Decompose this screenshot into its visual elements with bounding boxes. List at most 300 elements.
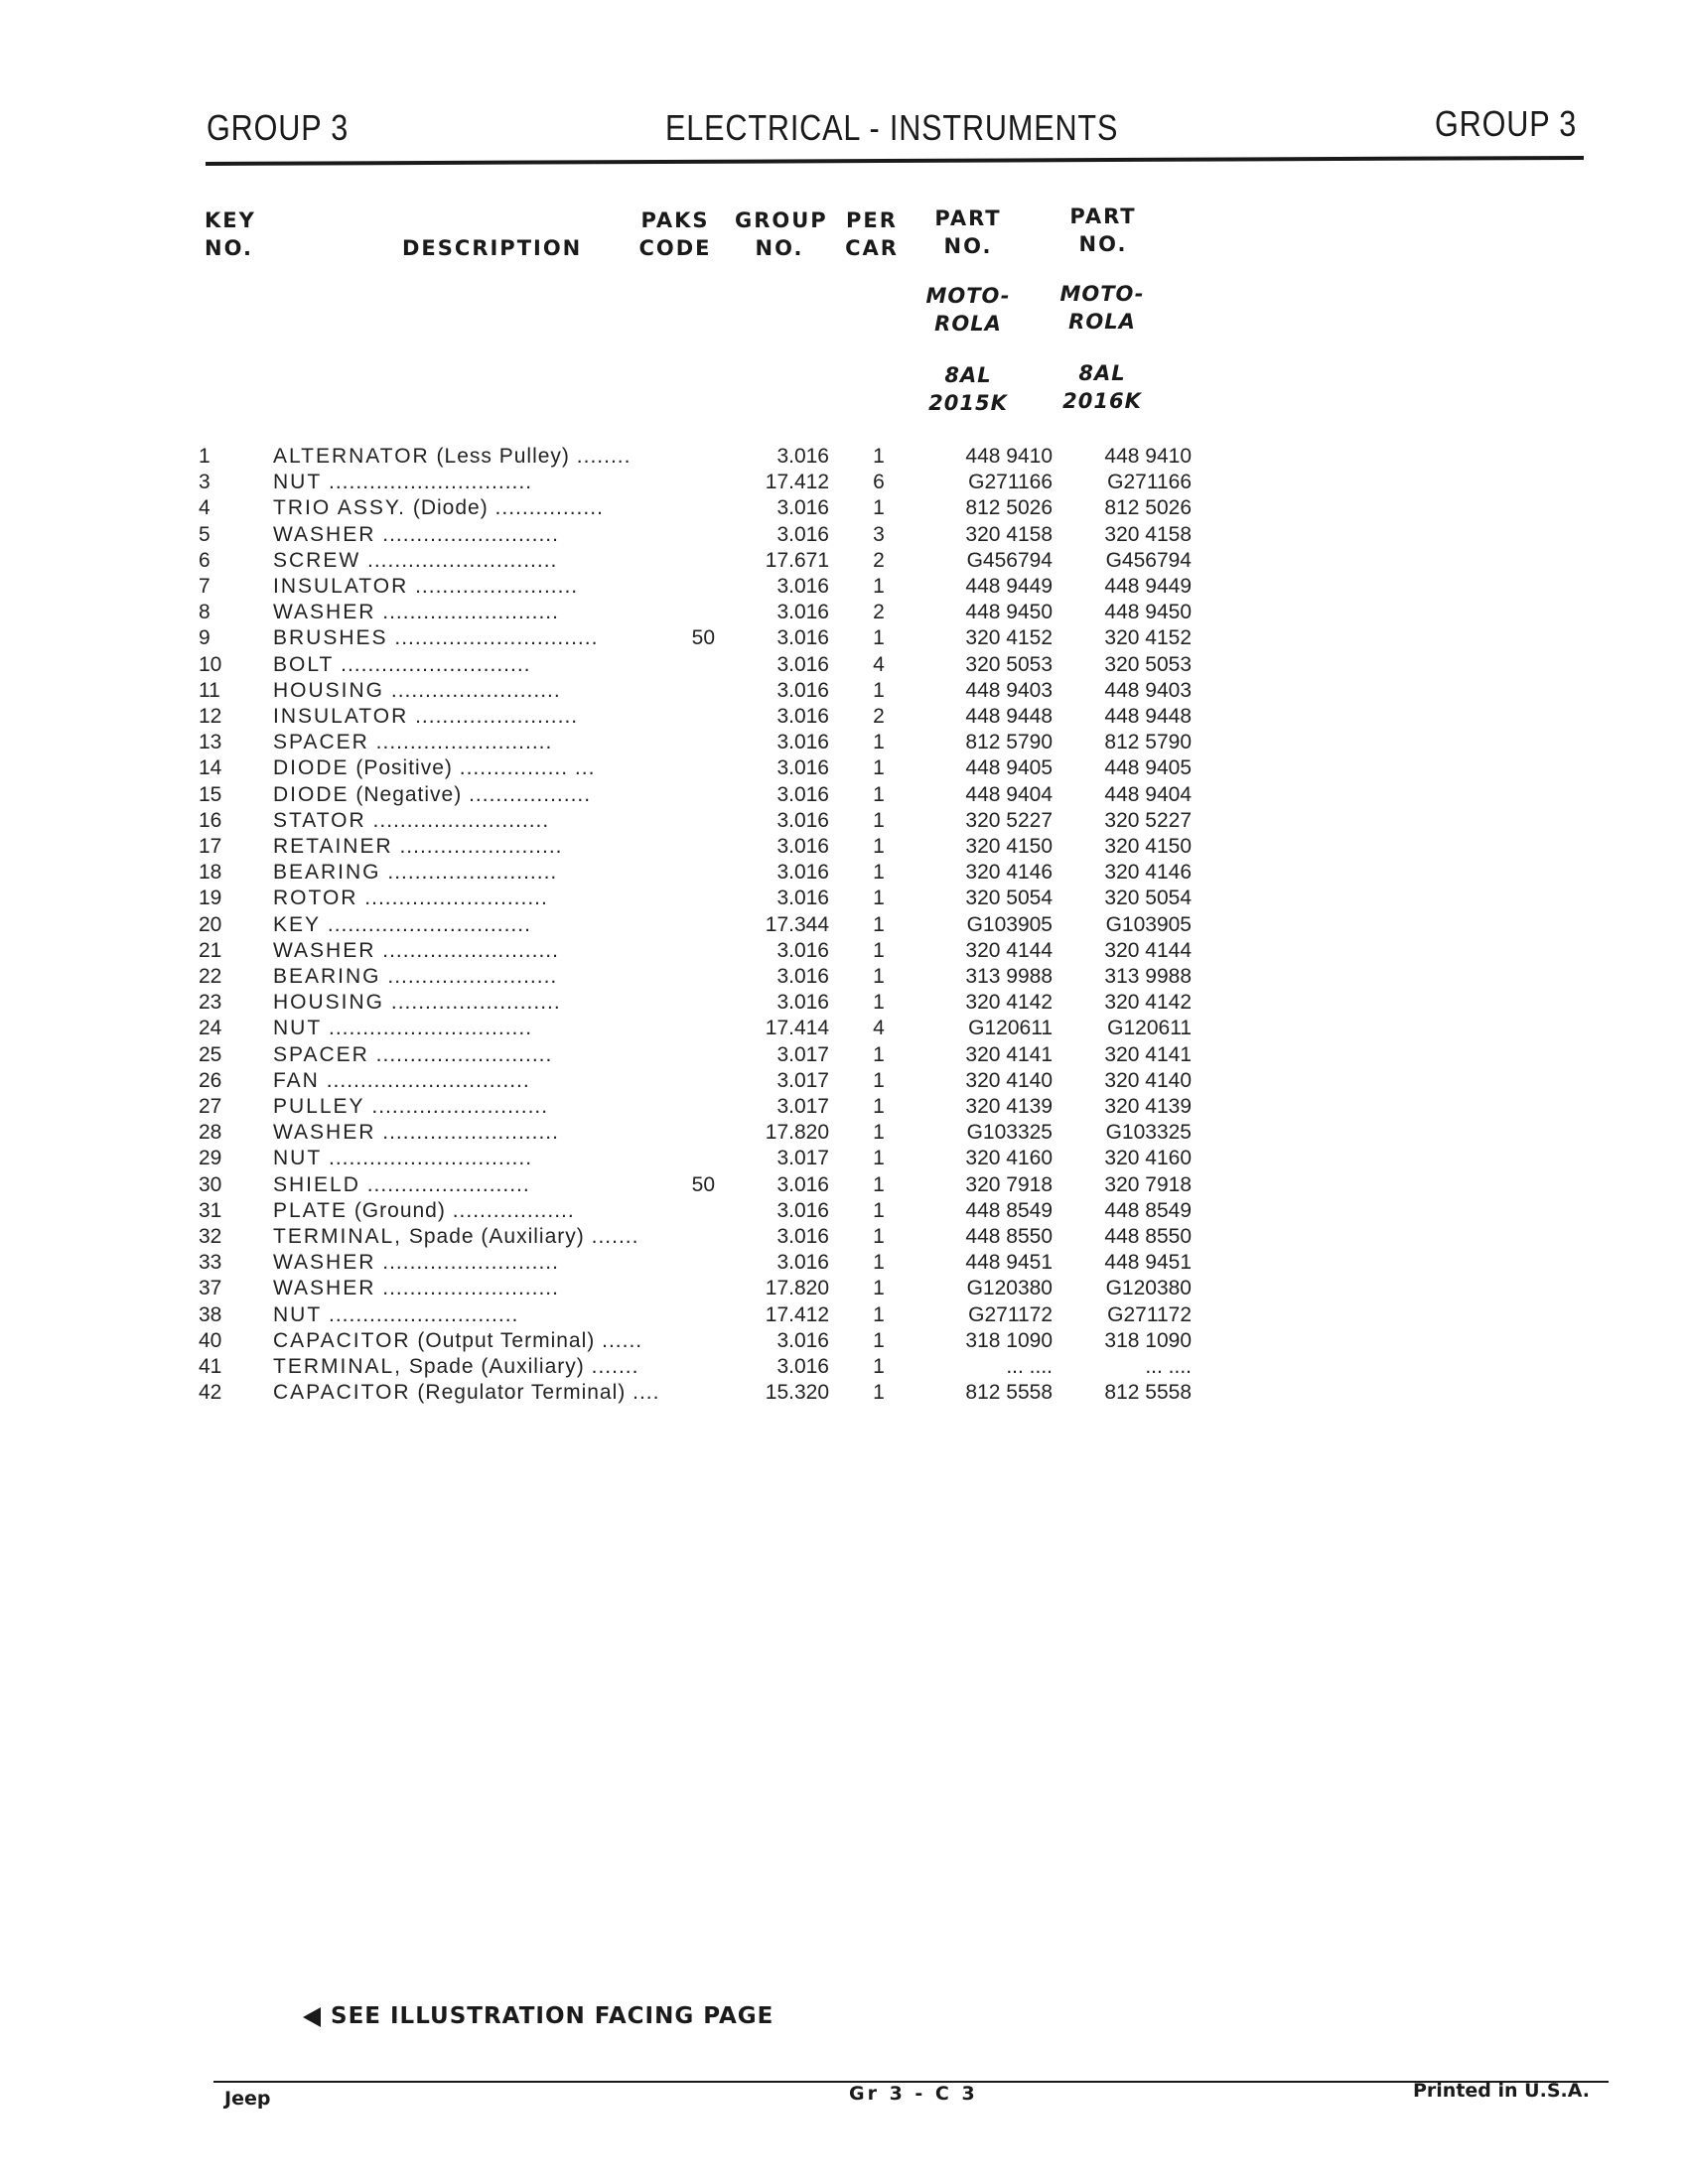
- part-number-2015k: 320 5054: [965, 887, 1053, 910]
- table-row: [199, 1251, 1192, 1277]
- table-row: [199, 471, 1192, 496]
- part-description: [273, 1121, 715, 1145]
- part-name: CAPACITOR: [273, 1328, 411, 1352]
- part-number-2016k: 448 9403: [1104, 678, 1192, 702]
- part-number-2016k: G456794: [1105, 548, 1192, 572]
- key-number: 38: [199, 1302, 222, 1326]
- per-car: 2: [873, 601, 885, 624]
- part-number-2016k: 448 8550: [1104, 1225, 1192, 1248]
- table-row: [199, 756, 1192, 782]
- key-number: 23: [199, 991, 222, 1015]
- group-number: 3.016: [776, 938, 829, 962]
- part-name: ALTERNATOR: [273, 445, 430, 468]
- key-number: 8: [199, 601, 211, 624]
- part-description: [273, 471, 715, 494]
- key-number: 41: [199, 1355, 222, 1378]
- col-header-paks: PAKS CODE: [638, 208, 712, 260]
- table-row: [199, 445, 1192, 471]
- per-car: 2: [873, 548, 885, 572]
- part-number-2016k: ... ....: [1145, 1355, 1192, 1378]
- part-spec: (Less Pulley): [436, 445, 570, 468]
- part-spec: (Regulator Terminal): [417, 1381, 627, 1405]
- group-number: 3.017: [776, 1068, 829, 1092]
- per-car: 1: [873, 835, 885, 858]
- leader-dots: ..........................: [382, 1251, 559, 1275]
- part-description: [273, 731, 715, 754]
- leader-dots: ..........................: [375, 731, 553, 754]
- part-description: [273, 496, 715, 520]
- header-group-left: GROUP 3: [207, 107, 350, 148]
- part-number-2016k: 812 5790: [1104, 731, 1192, 754]
- part-number-2016k: 320 4146: [1104, 861, 1192, 885]
- per-car: 1: [873, 678, 885, 702]
- part-number-2015k: G271172: [968, 1302, 1053, 1326]
- per-car: 1: [873, 1328, 885, 1352]
- group-number: 3.016: [776, 626, 829, 650]
- part-number-2016k: 448 8549: [1104, 1198, 1192, 1222]
- table-row: [199, 1069, 1192, 1095]
- leader-dots: ....: [633, 1381, 660, 1405]
- table-row: [199, 861, 1192, 887]
- part-name: TRIO ASSY.: [273, 496, 406, 520]
- part-number-2015k: 320 4152: [965, 626, 1053, 650]
- part-number-2015k: 320 4150: [965, 835, 1053, 858]
- part-number-2015k: 320 4139: [965, 1095, 1053, 1118]
- leader-dots: ..........................: [372, 808, 550, 832]
- part-number-2015k: G456794: [966, 548, 1053, 572]
- leader-dots: ........................: [366, 1172, 530, 1196]
- header-group-right: GROUP 3: [1435, 103, 1578, 144]
- group-number: 3.016: [776, 965, 829, 988]
- part-name: WASHER: [273, 1121, 376, 1145]
- part-description: [273, 1225, 715, 1249]
- leader-dots: ..............................: [329, 1147, 533, 1170]
- key-number: 1: [199, 445, 211, 468]
- per-car: 1: [873, 1355, 885, 1378]
- part-number-2016k: G103325: [1105, 1121, 1192, 1145]
- part-number-2015k: 320 4142: [965, 991, 1053, 1015]
- part-description: [273, 679, 715, 703]
- group-number: 3.016: [776, 445, 829, 468]
- key-number: 6: [199, 548, 211, 572]
- per-car: 1: [873, 731, 885, 754]
- per-car: 1: [873, 1172, 885, 1196]
- part-name: STATOR: [273, 808, 366, 832]
- group-number: 3.016: [776, 705, 829, 728]
- table-row: [199, 679, 1192, 705]
- leader-dots: ..........................: [375, 1042, 553, 1066]
- per-car: 1: [873, 445, 885, 468]
- part-description: [273, 1095, 715, 1119]
- arrow-left-icon: [303, 2007, 321, 2027]
- group-number: 17.412: [765, 1302, 829, 1326]
- part-name: TERMINAL,: [273, 1225, 403, 1248]
- part-name: TERMINAL,: [273, 1355, 403, 1378]
- group-number: 3.016: [776, 887, 829, 910]
- group-number: 3.016: [776, 1251, 829, 1275]
- table-row: [199, 913, 1192, 939]
- key-number: 28: [199, 1121, 222, 1145]
- leader-dots: ..........................: [382, 938, 559, 962]
- part-description: [273, 1173, 715, 1197]
- key-number: 13: [199, 731, 222, 754]
- group-number: 3.016: [776, 991, 829, 1015]
- part-number-2015k: 320 4160: [965, 1147, 1053, 1170]
- part-description: [273, 626, 715, 650]
- part-description: [273, 1069, 715, 1093]
- part-name: WASHER: [273, 522, 376, 546]
- part-description: [273, 887, 715, 910]
- group-number: 3.017: [776, 1042, 829, 1066]
- part-number-2016k: 320 4140: [1104, 1068, 1192, 1092]
- part-number-2015k: 448 9404: [965, 782, 1053, 806]
- part-description: [273, 1329, 715, 1353]
- table-row: [199, 1173, 1192, 1199]
- per-car: 1: [873, 1042, 885, 1066]
- per-car: 1: [873, 1147, 885, 1170]
- leader-dots: ..........................: [382, 1121, 559, 1145]
- key-number: 15: [199, 782, 222, 806]
- group-number: 15.320: [765, 1381, 829, 1405]
- leader-dots: ..........................: [382, 1277, 559, 1300]
- table-row: [199, 1095, 1192, 1121]
- part-number-2016k: 318 1090: [1104, 1328, 1192, 1352]
- leader-dots: .........................: [390, 991, 561, 1015]
- part-number-2016k: 320 4141: [1104, 1042, 1192, 1066]
- table-row: [199, 1121, 1192, 1147]
- part-number-2016k: 448 9405: [1104, 756, 1192, 780]
- part-number-2015k: 320 4158: [965, 522, 1053, 546]
- group-number: 17.414: [765, 1017, 829, 1040]
- part-number-2015k: 448 9451: [965, 1251, 1053, 1275]
- group-number: 17.344: [765, 912, 829, 936]
- part-name: KEY: [273, 912, 322, 936]
- col-header-group: GROUP NO.: [735, 208, 828, 260]
- per-car: 1: [873, 887, 885, 910]
- table-row: [199, 1017, 1192, 1042]
- part-number-2015k: G271166: [968, 471, 1053, 494]
- group-number: 3.016: [776, 522, 829, 546]
- per-car: 4: [873, 1017, 885, 1040]
- part-description: [273, 653, 715, 677]
- per-car: 1: [873, 782, 885, 806]
- part-number-2015k: 318 1090: [965, 1328, 1053, 1352]
- part-number-2015k: 448 9448: [965, 705, 1053, 728]
- leader-dots: ........................: [415, 705, 579, 728]
- group-number: 17.820: [765, 1277, 829, 1300]
- group-number: 3.016: [776, 731, 829, 754]
- part-name: SCREW: [273, 548, 361, 572]
- group-number: 3.016: [776, 1172, 829, 1196]
- key-number: 33: [199, 1251, 222, 1275]
- key-number: 14: [199, 756, 222, 780]
- part-number-2016k: G120611: [1107, 1017, 1192, 1040]
- col-header-part-a: PART NO.: [934, 206, 1002, 258]
- part-name: DIODE: [273, 782, 350, 806]
- per-car: 3: [873, 522, 885, 546]
- per-car: 1: [873, 1277, 885, 1300]
- table-row: [199, 731, 1192, 756]
- part-spec: (Positive): [355, 756, 453, 780]
- group-number: 3.016: [776, 652, 829, 676]
- leader-dots: ........: [576, 445, 632, 468]
- leader-dots: ..............................: [394, 626, 599, 650]
- part-number-2015k: G103905: [966, 912, 1053, 936]
- part-number-2016k: 320 4150: [1104, 835, 1192, 858]
- key-number: 19: [199, 887, 222, 910]
- part-number-2015k: G103325: [966, 1121, 1053, 1145]
- part-number-2016k: 448 9450: [1104, 601, 1192, 624]
- key-number: 42: [199, 1381, 222, 1405]
- per-car: 1: [873, 1381, 885, 1405]
- table-row: [199, 835, 1192, 861]
- table-row: [199, 1043, 1192, 1069]
- part-number-2016k: 313 9988: [1104, 965, 1192, 988]
- part-description: [273, 575, 715, 599]
- part-name: DIODE: [273, 756, 350, 780]
- part-number-2016k: 320 5054: [1104, 887, 1192, 910]
- table-row: [199, 783, 1192, 809]
- part-number-2015k: ... ....: [1006, 1355, 1053, 1378]
- part-number-2016k: G103905: [1105, 912, 1192, 936]
- part-description: [273, 1043, 715, 1067]
- group-number: 17.820: [765, 1121, 829, 1145]
- per-car: 1: [873, 496, 885, 520]
- footer-page-number: Gr 3 - C 3: [849, 2083, 978, 2105]
- part-description: [273, 549, 715, 573]
- part-description: [273, 1017, 715, 1040]
- paks-code: 50: [685, 1173, 715, 1197]
- see-illustration-note: SEE ILLUSTRATION FACING PAGE: [303, 2003, 774, 2029]
- per-car: 1: [873, 626, 885, 650]
- part-number-2015k: 448 9449: [965, 575, 1053, 598]
- part-name: ROTOR: [273, 887, 358, 910]
- group-number: 3.016: [776, 756, 829, 780]
- part-description: [273, 939, 715, 963]
- leader-dots: ................: [494, 496, 604, 520]
- part-number-2016k: G120380: [1105, 1277, 1192, 1300]
- part-name: INSULATOR: [273, 705, 409, 728]
- part-number-2016k: 812 5026: [1104, 496, 1192, 520]
- part-description: [273, 601, 715, 624]
- group-number: 3.016: [776, 1198, 829, 1222]
- key-number: 5: [199, 522, 211, 546]
- part-number-2015k: 320 4141: [965, 1042, 1053, 1066]
- part-spec: (Negative): [355, 782, 463, 806]
- leader-dots: ........................: [399, 835, 563, 858]
- leader-dots: ............................: [329, 1302, 519, 1326]
- part-number-2015k: 448 8549: [965, 1198, 1053, 1222]
- per-car: 1: [873, 912, 885, 936]
- part-number-2016k: 448 9449: [1104, 575, 1192, 598]
- part-name: NUT: [273, 1302, 323, 1326]
- table-row: [199, 991, 1192, 1017]
- group-number: 3.016: [776, 808, 829, 832]
- table-row: [199, 809, 1192, 835]
- group-number: 3.017: [776, 1147, 829, 1170]
- part-name: SPACER: [273, 1042, 369, 1066]
- part-number-2016k: 320 4139: [1104, 1095, 1192, 1118]
- leader-dots: ..................: [452, 1198, 575, 1222]
- part-number-2016k: 320 5227: [1104, 808, 1192, 832]
- per-car: 1: [873, 756, 885, 780]
- per-car: 4: [873, 652, 885, 676]
- table-row: [199, 626, 1192, 652]
- col-header-part-b: PART NO.: [1069, 205, 1137, 256]
- leader-dots: ..............................: [329, 471, 533, 494]
- table-row: [199, 1329, 1192, 1355]
- part-name: HOUSING: [273, 678, 385, 702]
- group-number: 17.412: [765, 471, 829, 494]
- table-row: [199, 1355, 1192, 1381]
- per-car: 1: [873, 1068, 885, 1092]
- key-number: 16: [199, 808, 222, 832]
- table-row: [199, 1277, 1192, 1302]
- part-b-subheading: MOTO- ROLA 8AL 2016K: [1059, 282, 1145, 413]
- part-number-2015k: 448 9403: [965, 678, 1053, 702]
- leader-dots: .........................: [387, 965, 558, 988]
- part-number-2016k: 320 4152: [1104, 626, 1192, 650]
- leader-dots: .......: [591, 1225, 639, 1248]
- key-number: 7: [199, 575, 211, 598]
- part-number-2015k: 320 5227: [965, 808, 1053, 832]
- part-spec: Spade (Auxiliary): [408, 1355, 585, 1378]
- per-car: 1: [873, 965, 885, 988]
- part-description: [273, 991, 715, 1015]
- part-description: [273, 861, 715, 885]
- key-number: 4: [199, 496, 211, 520]
- table-row: [199, 549, 1192, 575]
- part-description: [273, 835, 715, 859]
- part-number-2015k: 320 7918: [965, 1172, 1053, 1196]
- part-description: [273, 1303, 715, 1327]
- leader-dots: ........................: [415, 575, 579, 598]
- header-section-title: ELECTRICAL - INSTRUMENTS: [665, 107, 1119, 148]
- part-number-2016k: 448 9448: [1104, 705, 1192, 728]
- table-row: [199, 965, 1192, 991]
- part-name: SHIELD: [273, 1172, 360, 1196]
- per-car: 6: [873, 471, 885, 494]
- table-row: [199, 1303, 1192, 1329]
- leader-dots: ..............................: [326, 1068, 530, 1092]
- part-description: [273, 523, 715, 547]
- part-number-2016k: 448 9410: [1104, 445, 1192, 468]
- per-car: 1: [873, 1225, 885, 1248]
- part-number-2015k: 320 4144: [965, 938, 1053, 962]
- key-number: 11: [199, 678, 220, 702]
- part-number-2015k: 313 9988: [965, 965, 1053, 988]
- per-car: 1: [873, 1198, 885, 1222]
- col-header-description: DESCRIPTION: [402, 236, 583, 260]
- table-row: [199, 1225, 1192, 1251]
- table-row: [199, 523, 1192, 549]
- key-number: 22: [199, 965, 222, 988]
- per-car: 1: [873, 938, 885, 962]
- group-number: 17.671: [765, 548, 829, 572]
- leader-dots: ............................: [341, 652, 531, 676]
- part-name: BOLT: [273, 652, 335, 676]
- group-number: 3.017: [776, 1095, 829, 1118]
- part-spec: (Output Terminal): [417, 1328, 596, 1352]
- footer-printed: Printed in U.S.A.: [1413, 2080, 1590, 2102]
- part-number-2016k: 320 7918: [1104, 1172, 1192, 1196]
- part-number-2016k: G271172: [1107, 1302, 1192, 1326]
- part-description: [273, 445, 715, 469]
- part-name: WASHER: [273, 938, 376, 962]
- part-number-2015k: 812 5558: [965, 1381, 1053, 1405]
- part-name: NUT: [273, 1147, 323, 1170]
- part-name: FAN: [273, 1068, 320, 1092]
- group-number: 3.016: [776, 678, 829, 702]
- table-row: [199, 601, 1192, 626]
- part-a-subheading: MOTO- ROLA 8AL 2015K: [925, 284, 1011, 415]
- part-name: NUT: [273, 471, 323, 494]
- part-number-2015k: 812 5026: [965, 496, 1053, 520]
- per-car: 1: [873, 1095, 885, 1118]
- leader-dots: .........................: [390, 678, 561, 702]
- part-description: [273, 809, 715, 833]
- key-number: 29: [199, 1147, 222, 1170]
- part-description: [273, 756, 715, 780]
- per-car: 1: [873, 1121, 885, 1145]
- key-number: 32: [199, 1225, 222, 1248]
- leader-dots: ..............................: [327, 912, 531, 936]
- footer-brand: Jeep: [224, 2088, 271, 2110]
- leader-dots: ..........................: [382, 522, 559, 546]
- leader-dots: .........................: [387, 861, 558, 885]
- per-car: 1: [873, 1302, 885, 1326]
- key-number: 37: [199, 1277, 222, 1300]
- header-rule: [206, 156, 1584, 166]
- part-name: CAPACITOR: [273, 1381, 411, 1405]
- part-number-2015k: 448 9405: [965, 756, 1053, 780]
- table-row: [199, 1381, 1192, 1407]
- part-description: [273, 705, 715, 729]
- group-number: 3.016: [776, 1225, 829, 1248]
- key-number: 20: [199, 912, 222, 936]
- group-number: 3.016: [776, 835, 829, 858]
- leader-dots: .......: [591, 1355, 639, 1378]
- key-number: 40: [199, 1328, 222, 1352]
- leader-dots: ............................: [367, 548, 558, 572]
- key-number: 3: [199, 471, 211, 494]
- table-row: [199, 575, 1192, 601]
- table-row: [199, 887, 1192, 912]
- key-number: 21: [199, 938, 222, 962]
- part-number-2016k: 320 5053: [1104, 652, 1192, 676]
- part-name: WASHER: [273, 1277, 376, 1300]
- leader-dots: ................ ...: [459, 756, 596, 780]
- part-number-2015k: 320 5053: [965, 652, 1053, 676]
- group-number: 3.016: [776, 601, 829, 624]
- group-number: 3.016: [776, 575, 829, 598]
- key-number: 31: [199, 1198, 222, 1222]
- table-row: [199, 496, 1192, 522]
- part-spec: Spade (Auxiliary): [408, 1225, 585, 1248]
- part-number-2015k: G120611: [968, 1017, 1053, 1040]
- key-number: 10: [199, 652, 222, 676]
- group-number: 3.016: [776, 782, 829, 806]
- part-name: WASHER: [273, 601, 376, 624]
- part-number-2016k: 320 4142: [1104, 991, 1192, 1015]
- part-number-2015k: G120380: [966, 1277, 1053, 1300]
- leader-dots: ..................: [469, 782, 592, 806]
- part-spec: (Ground): [353, 1198, 446, 1222]
- part-number-2016k: 812 5558: [1104, 1381, 1192, 1405]
- per-car: 1: [873, 1251, 885, 1275]
- part-description: [273, 1381, 715, 1405]
- part-name: SPACER: [273, 731, 369, 754]
